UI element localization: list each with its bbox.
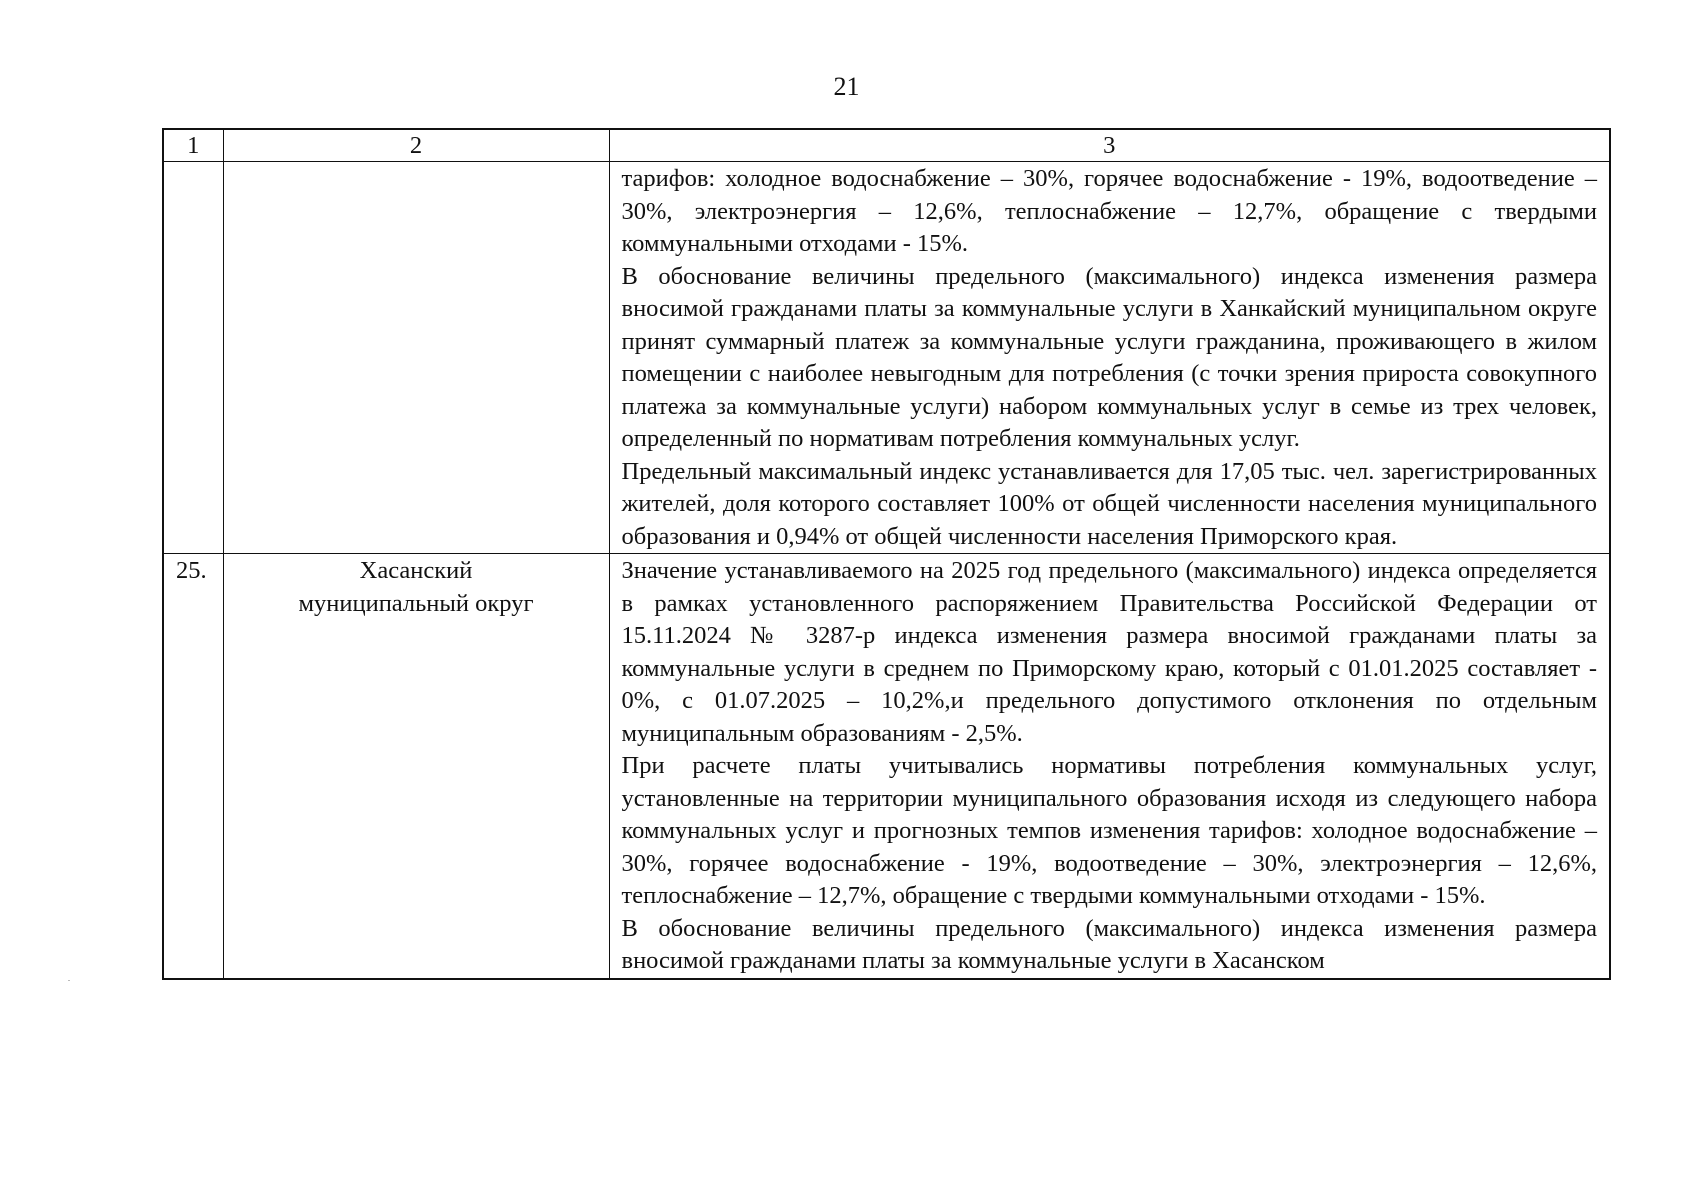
description-paragraph: В обоснование величины предельного (максимального) индекса изменения размера вносимой гражданами платы за коммунальные услуги в Хасанском	[621, 914, 1597, 974]
municipality-type: муниципальный округ	[298, 589, 534, 617]
column-header: 2	[223, 129, 609, 162]
index-table	[162, 128, 1611, 980]
description-paragraph: Предельный максимальный индекс устанавливается для 17,05 тыс. чел. зарегистрированных жителей, доля которого составляет 100% от общей численности населения муниципального образования и 0,94% от общей численности населения Приморского края.	[621, 457, 1597, 550]
row-number-cell: 25.	[163, 554, 223, 979]
table-row	[163, 162, 1610, 554]
scan-speck	[68, 980, 70, 981]
table-header-row	[163, 129, 1610, 162]
column-header: 1	[163, 129, 223, 162]
description-cell	[609, 554, 1610, 979]
page-number: 21	[833, 72, 860, 101]
table-row	[163, 554, 1610, 979]
description-paragraph: При расчете платы учитывались нормативы потребления коммунальных услуг, установленные на территории муниципального образования исходя из следующего набора коммунальных услуг и прогнозных темпов изменения тарифов: холодное водоснабжение – 30%, горячее водоснабжение - 19%, водоотведение – 30%, электроэнергия – 12,6%, теплоснабжение – 12,7%, обращение с твердыми коммунальными отходами - 15%.	[621, 752, 1597, 909]
row-number-cell	[163, 162, 223, 554]
municipality-name: Хасанский	[359, 557, 473, 584]
municipality-cell	[223, 162, 609, 554]
description-cell	[609, 162, 1610, 554]
description-paragraph: Значение устанавливаемого на 2025 год предельного (максимального) индекса определяется в рамках установленного распоряжением Правительства Российской Федерации от 15.11.2024 № 3287-р индекса изменения размера вносимой гражданами платы за коммунальные услуги в среднем по Приморскому краю, который с 01.01.2025 составляет - 0%, с 01.07.2025 – 10,2%,и предельного допустимого отклонения по отдельным муниципальным образованиям - 2,5%.	[621, 557, 1597, 747]
description-paragraph: тарифов: холодное водоснабжение – 30%, горячее водоснабжение - 19%, водоотведение – 30%, электроэнергия – 12,6%, теплоснабжение – 12,7%, обращение с твердыми коммунальными отходами - 15%.	[621, 165, 1597, 257]
municipality-cell	[223, 554, 609, 979]
description-paragraph: В обоснование величины предельного (максимального) индекса изменения размера вносимой гражданами платы за коммунальные услуги в Ханкайский муниципальном округе принят суммарный платеж за коммунальные услуги гражданина, проживающего в жилом помещении с наиболее невыгодным для потребления (с точки зрения прироста совокупного платежа за коммунальные услуги) набором коммунальных услуг в семье из трех человек, определенный по нормативам потребления коммунальных услуг.	[621, 262, 1597, 452]
column-header: 3	[609, 129, 1610, 162]
